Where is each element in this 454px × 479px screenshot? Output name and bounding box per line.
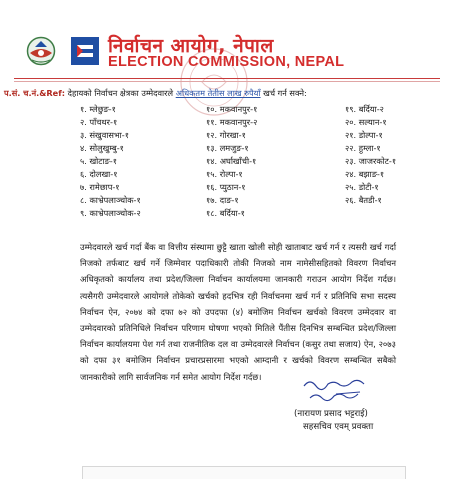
commission-title-english: ELECTION COMMISSION, NEPAL	[108, 54, 345, 70]
list-item: ६. दोलखा-१	[80, 169, 118, 179]
signatory-name: (नारायण प्रसाद भट्टराई)	[294, 409, 368, 419]
list-item: १. म्लेछुङ-१	[80, 104, 116, 114]
header-divider	[14, 78, 440, 79]
nepal-emblem-icon	[26, 36, 56, 66]
constituency-list-2	[206, 103, 257, 220]
list-item: १६. प्युठान-१	[206, 182, 246, 192]
list-item: ८. काभ्रेपलाञ्चोक-१	[80, 195, 141, 205]
page-footer-edge	[82, 466, 406, 479]
reference-text: देहायको निर्वाचन क्षेत्रका उम्मेदवारले	[67, 88, 174, 98]
reference-label: प.सं. च.नं.&Ref:	[4, 88, 66, 98]
constituency-list-3	[345, 103, 396, 207]
list-item: २३. जाजरकोट-१	[345, 156, 397, 166]
list-item: ३. संखुवासभा-१	[80, 130, 129, 140]
reference-suffix: खर्च गर्न सक्ने:	[263, 88, 307, 98]
handwritten-signature	[296, 374, 374, 408]
list-item: १८. बर्दिया-१	[206, 208, 245, 218]
list-item: ४. सोलुखुम्बु-१	[80, 143, 124, 153]
list-item: २१. डोल्पा-१	[345, 130, 383, 140]
list-item: १९. बर्दिया-२	[345, 104, 384, 114]
list-item: २०. सल्यान-१	[345, 117, 387, 127]
commission-title-nepali: निर्वाचन आयोग, नेपाल	[108, 35, 274, 57]
list-item: १४. अर्घाखाँची-१	[206, 156, 257, 166]
list-item: २६. बैतडी-१	[345, 195, 382, 205]
list-item: ५. खोटाङ-१	[80, 156, 117, 166]
list-item: ९. काभ्रेपलाञ्चोक-२	[80, 208, 141, 218]
instruction-paragraph: उम्मेदवारले खर्च गर्दा बैंक वा वित्तीय संस्थामा छुट्टै खाता खोली सोही खाताबाट खर्च गर्न र त्यसरी खर्च गर्दा निजको तर्फबाट खर्च गर्ने जिम्मेवार पदाधिकारी तोकी निजको नाम नामेसीसहितको विवरण निर्वाचन अधिकृतको कार्यालय तथा प्रदेश/जिल्ला निर्वाचन कार्यालयमा जानकारी गराउन आयोग निर्देश गर्दछ। त्यसैगरी उम्मेदवारले आयोगले तोकेको खर्चको हदभित्र रही निर्वाचनमा खर्च गर्न र प्रतिनिधि सभा सदस्य निर्वाचन ऐन, २०७४ को दफा ७२ को उपदफा (४) बमोजिम निर्वाचन खर्चको विवरण उम्मेदवार वा उम्मेदवारको प्रतिनिधिले निर्वाचन परिणाम घोषणा भएको मितिले पैंतीस दिनभित्र सम्बन्धित प्रदेश/जिल्ला निर्वाचन कार्यालयमा पेश गर्न तथा राजनीतिक दल वा उम्मेदवारले निर्वाचन (कसुर तथा सजाय) ऐन, २०७३ को दफा ३१ बमोजिम निर्वाचन प्रचारप्रसारमा भएको आम्दानी र खर्चको विवरण सम्बन्धित सबैको जानकारीको लागि सार्वजनिक गर्न समेत आयोग निर्देश गर्दछ।	[80, 242, 396, 382]
list-item: २२. हुम्ला-१	[345, 143, 381, 153]
election-commission-logo-icon	[70, 36, 100, 66]
list-item: १५. रोल्पा-१	[206, 169, 243, 179]
list-item: २४. बझाङ-१	[345, 169, 385, 179]
list-item: ११. मकवानपुर-२	[206, 117, 258, 127]
list-item: १३. लमजुङ-१	[206, 143, 249, 153]
signatory-title: सहसचिव एवम् प्रवक्ता	[303, 422, 374, 432]
header-divider-thin	[14, 81, 440, 82]
reference-highlight: अधिकतम तेतीस लाख रुपैयाँ	[175, 88, 261, 98]
list-item: २. पाँचथर-१	[80, 117, 118, 127]
list-item: ७. रामेछाप-१	[80, 182, 120, 192]
list-item: २५. डोटी-१	[345, 182, 379, 192]
list-item: १७. दाङ-१	[206, 195, 239, 205]
list-item: १०. मकवानपुर-१	[206, 104, 258, 114]
reference-line	[4, 88, 307, 99]
constituency-list-1	[80, 103, 141, 220]
list-item: १२. गोरखा-१	[206, 130, 246, 140]
